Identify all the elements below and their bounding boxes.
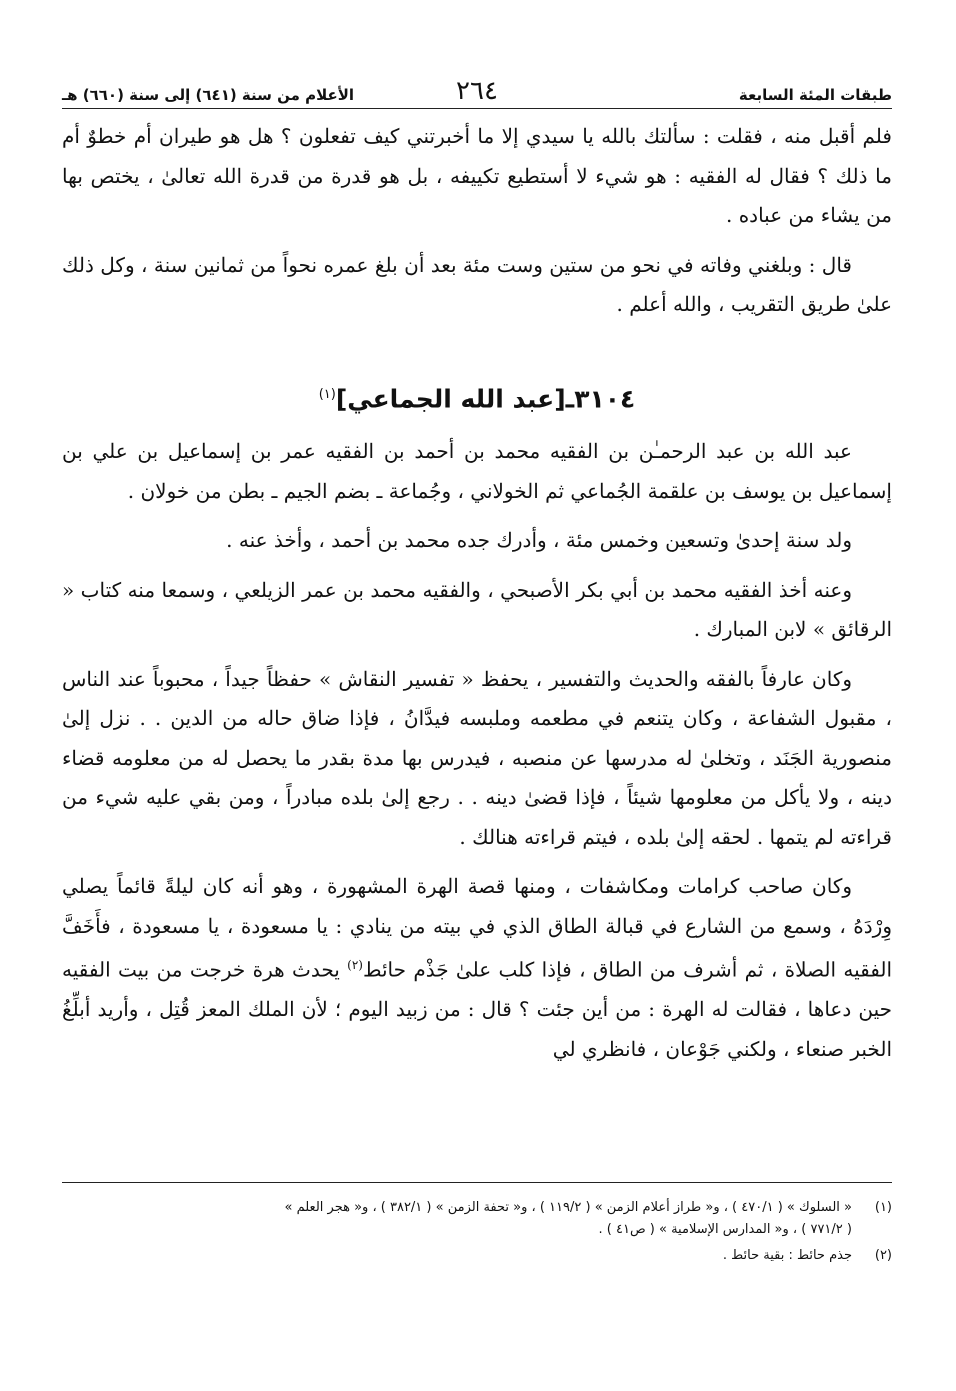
- footnote-number: (١): [874, 1200, 892, 1215]
- footnote-ref: (١): [318, 386, 336, 402]
- paragraph: [62, 867, 892, 1069]
- page-number: ٢٦٤: [456, 76, 498, 106]
- main-text: [62, 117, 892, 1069]
- header-section-title: طبقات المئة السابعة: [738, 86, 892, 104]
- paragraph: وعنه أخذ الفقيه محمد بن أبي بكر الأصبحي ، والفقيه محمد بن عمر الزيلعي ، وسمعا منه كتاب « الرقائق » لابن المبارك .: [62, 577, 892, 642]
- book-page: [62, 70, 893, 1263]
- paragraph: قال : وبلغني وفاته في نحو من ستين وست مئة بعد أن بلغ عمره نحواً من ثمانين سنة ، وكل ذلك علىٰ طريق التقريب ، والله أعلم .: [62, 252, 892, 316]
- footnotes: [62, 1182, 892, 1271]
- paragraph: فلم أقبل منه ، فقلت : سألتك بالله يا سيدي إلا ما أخبرتني كيف تفعلون ؟ هل هو طيران أم خطوٌ أم ما ذلك ؟ فقال له الفقيه : هو شيء لا أستطيع تكييفه ، بل هو قدرة من قدرة الله تعالىٰ ، يختص بها من يشاء من عباده .: [62, 124, 892, 227]
- paragraph-text: يحدث هرة خرجت من بيت الفقيه حين دعاها ، فقالت له الهرة : من أين جئت ؟ قال : من زبيد اليوم ؛ لأن الملك المعز قُتِل ، وأريد أبلِّغُ الخبر صنعاء ، ولكني جَوْعان ، فانظري لي: [62, 957, 892, 1061]
- entry-dash: ـ: [565, 383, 575, 413]
- paragraph: ولد سنة إحدىٰ وتسعين وخمس مئة ، وأدرك جده محمد بن أحمد ، وأخذ عنه .: [226, 528, 852, 553]
- footnote-item: [62, 1245, 892, 1267]
- paragraph: عبد الله بن عبد الرحمـٰن بن الفقيه محمد بن أحمد بن الفقيه عمر بن إسماعيل بن علي بن إسماعيل بن يوسف بن علقمة الجُماعي ثم الخولاني ، وجُماعة ـ بضم الجيم ـ بطن من خولان .: [62, 439, 892, 503]
- footnote-text: [62, 1245, 852, 1267]
- footnote-text: [62, 1197, 852, 1241]
- footnote-ref: (٢): [347, 958, 363, 973]
- paragraph: وكان عارفاً بالفقه والحديث والتفسير ، يحفظ « تفسير النقاش » حفظاً جيداً ، محبوباً عند الناس ، مقبول الشفاعة ، وكان يتنعم في مطعمه وملبسه فيدَّانُ ، فإذا ضاق حاله من الدين . . نزل إلىٰ منصورية الجَنَد ، وتخلىٰ له مدرسها عن منصبه ، فيدرس بها مدة بقدر ما يحصل له من معلومه قضاء دينه ، ولا يأكل من معلومها شيئاً ، فإذا قضىٰ دينه . . رجع إلىٰ بلده مبادراً ، ومن بقي عليه شيء من قراءته لم يتمها . لحقه إلىٰ بلده ، فيتم قراءته هنالك .: [62, 666, 892, 849]
- entry-heading: [62, 375, 892, 419]
- footnote-number: (٢): [874, 1248, 892, 1263]
- header-year-range: الأعلام من سنة (٦٤١) إلى سنة (٦٦٠) هـ: [62, 86, 355, 104]
- entry-number: ٣١٠٤: [574, 383, 636, 413]
- running-header: [62, 70, 892, 109]
- paragraph-text: وكان صاحب كرامات ومكاشفات ، ومنها قصة الهرة المشهورة ، وهو أنه كان ليلةً قائماً يصلي وِرْدَهُ ، وسمع من الشارع في قبالة الطاق الذي في بيته من ينادي : يا مسعودة ، يا مسعودة ، فأَخَفَّ الفقيه الصلاة ، ثم أشرف من الطاق ، فإذا كلب علىٰ جَذْم حائط: [62, 874, 893, 982]
- footnote-item: [62, 1197, 892, 1241]
- footnote-line: « السلوك » ( ٤٧٠/١ ) ، و« طراز أعلام الزمن » ( ١١٩/٢ ) ، و« تحفة الزمن » ( ٣٨٢/١ ) ، و« هجر العلم »: [284, 1200, 852, 1215]
- entry-name: [عبد الله الجماعي]: [335, 383, 566, 413]
- footnote-line: ( ٧٧١/٢ ) ، و« المدارس الإسلامية » ( ص٤١ ) .: [598, 1222, 852, 1237]
- footnote-line: جذم حائط : بقية حائط .: [722, 1248, 852, 1263]
